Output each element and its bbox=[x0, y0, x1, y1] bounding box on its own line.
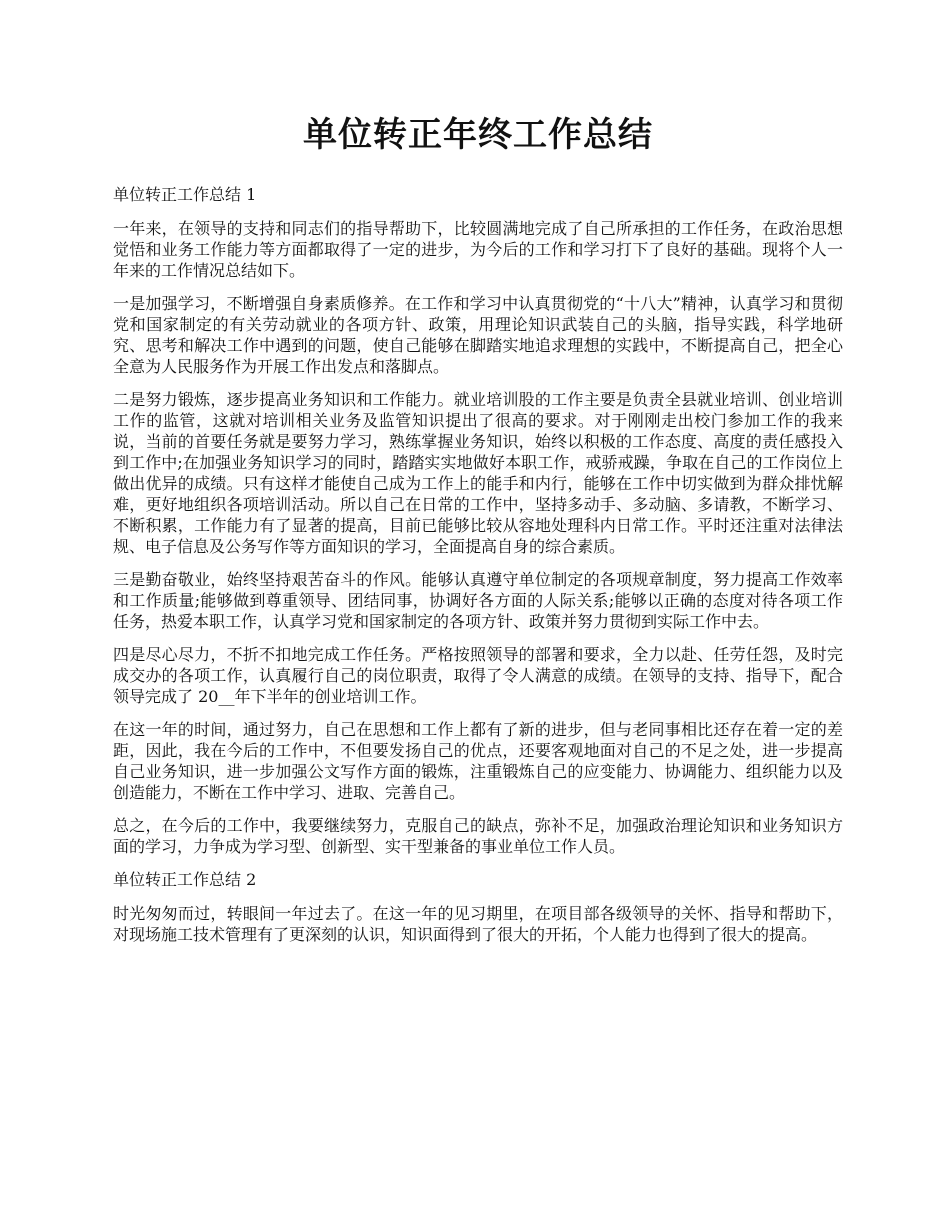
paragraph: 总之，在今后的工作中，我要继续努力，克服自己的缺点，弥补不足，加强政治理论知识和业务知识方面的学习，力争成为学习型、创新型、实干型兼备的事业单位工作人员。 bbox=[113, 816, 843, 856]
paragraph: 二是努力锻炼，逐步提高业务知识和工作能力。就业培训股的工作主要是负责全县就业培训、创业培训工作的监管，这就对培训相关业务及监管知识提出了很高的要求。对于刚刚走出校门参加工作的我来说，当前的首要任务就是要努力学习，熟练掌握业务知识，始终以积极的工作态度、高度的责任感投入到工作中;在加强业务知识学习的同时，踏踏实实地做好本职工作，戒骄戒躁，争取在自己的工作岗位上做出优异的成绩。只有这样才能使自己成为工作上的能手和内行，能够在工作中切实做到为群众排忧解难，更好地组织各项培训活动。所以自己在日常的工作中，坚持多动手、多动脑、多请教，不断学习、不断积累，工作能力有了显著的提高，目前已能够比较从容地处理科内日常工作。平时还注重对法律法规、电子信息及公务写作等方面知识的学习，全面提高自身的综合素质。 bbox=[113, 390, 843, 556]
section-1 bbox=[113, 184, 843, 857]
document-page bbox=[113, 110, 843, 957]
section-2 bbox=[113, 869, 843, 945]
paragraph: 三是勤奋敬业，始终坚持艰苦奋斗的作风。能够认真遵守单位制定的各项规章制度，努力提高工作效率和工作质量;能够做到尊重领导、团结同事，协调好各方面的人际关系;能够以正确的态度对待各项工作任务，热爱本职工作，认真学习党和国家制定的各项方针、政策并努力贯彻到实际工作中去。 bbox=[113, 570, 843, 631]
paragraph: 时光匆匆而过，转眼间一年过去了。在这一年的见习期里，在项目部各级领导的关怀、指导和帮助下，对现场施工技术管理有了更深刻的认识，知识面得到了很大的开拓，个人能力也得到了很大的提高。 bbox=[113, 904, 843, 944]
paragraph: 一是加强学习，不断增强自身素质修养。在工作和学习中认真贯彻党的“十八大”精神，认真学习和贯彻党和国家制定的有关劳动就业的各项方针、政策，用理论知识武装自己的头脑，指导实践，科学地研究、思考和解决工作中遇到的问题，使自己能够在脚踏实地追求理想的实践中，不断提高自己，把全心全意为人民服务作为开展工作出发点和落脚点。 bbox=[113, 294, 843, 376]
document-title: 单位转正年终工作总结 bbox=[303, 115, 653, 155]
section-heading: 单位转正工作总结 1 bbox=[113, 185, 257, 204]
paragraph: 四是尽心尽力，不折不扣地完成工作任务。严格按照领导的部署和要求，全力以赴、任劳任怨，及时完成交办的各项工作，认真履行自己的岗位职责，取得了令人满意的成绩。在领导的支持、指导下，配合领导完成了 20__年下半年的创业培训工作。 bbox=[113, 645, 843, 706]
paragraph: 一年来，在领导的支持和同志们的指导帮助下，比较圆满地完成了自己所承担的工作任务，在政治思想觉悟和业务工作能力等方面都取得了一定的进步，为今后的工作和学习打下了良好的基础。现将个人一年来的工作情况总结如下。 bbox=[113, 219, 843, 280]
section-heading: 单位转正工作总结 2 bbox=[113, 870, 257, 889]
paragraph: 在这一年的时间，通过努力，自己在思想和工作上都有了新的进步，但与老同事相比还存在着一定的差距，因此，我在今后的工作中，不但要发扬自己的优点，还要客观地面对自己的不足之处，进一步提高自己业务知识，进一步加强公文写作方面的锻炼，注重锻炼自己的应变能力、协调能力、组织能力以及创造能力，不断在工作中学习、进取、完善自己。 bbox=[113, 720, 843, 802]
